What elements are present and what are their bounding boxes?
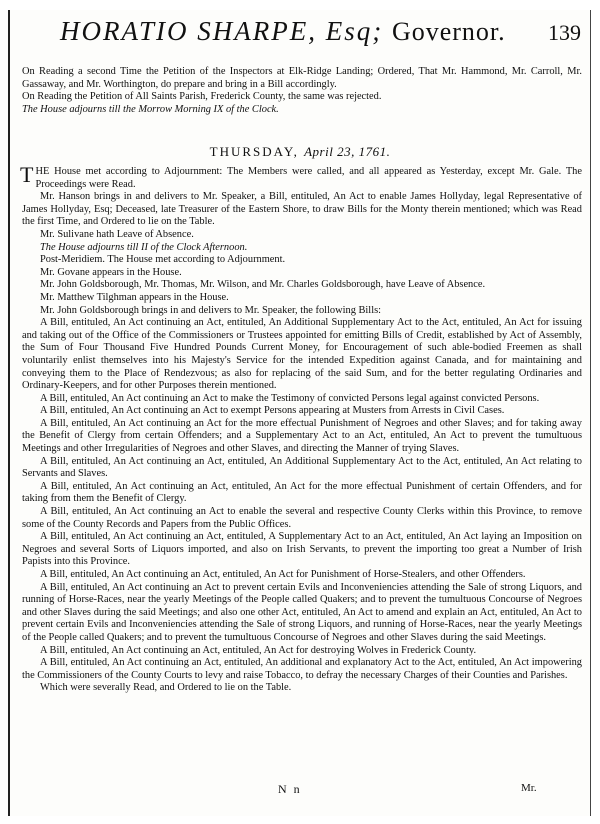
bill-entry: A Bill, entituled, An Act continuing an Act, entituled, An Additional Supplementary Act to the Act, entituled, An Act relating to Servants and Slaves.: [22, 455, 582, 480]
closing-paragraph: Which were severally Read, and Ordered to lie on the Table.: [40, 682, 292, 694]
paragraph: Mr. John Goldsborough brings in and delivers to Mr. Speaker, the following Bills:: [40, 304, 382, 316]
paragraph: Mr. Hanson brings in and delivers to Mr. Speaker, a Bill, entituled, An Act to enable James Hollyday, legal Representative of James Hollyday, Esq; Deceased, late Treasurer of the Eastern Shore, to draw Bills for the Monty therein mentioned; which was Read the first Time, and Ordered to lie on the Table.: [22, 191, 582, 228]
bill-entry: A Bill, entituled, An Act continuing an Act to make the Testimony of convicted Persons legal against convicted Persons.: [40, 392, 540, 404]
catchword: Mr.: [521, 782, 537, 794]
paragraph: Post-Meridiem. The House met according to Adjournment.: [40, 254, 286, 266]
running-title-office: Governor.: [391, 17, 506, 46]
date-heading: [0, 144, 600, 160]
bill-entry: A Bill, entituled, An Act continuing an Act to enable the several and respective County Clerks within this Province, to remove some of the County Records and Papers from the Public Offices.: [22, 506, 582, 530]
drop-cap: T: [20, 162, 34, 187]
opening-section: [22, 66, 582, 116]
bill-entry: A Bill, entituled, An Act continuing an Act, entituled, A Supplementary Act to an Act, entituled, An Act laying an Imposition on Negroes and several Sorts of Liquors imported, and also on Irish Servants, to prevent the importing too great a Number of Irish Papists into this Province.: [22, 531, 582, 568]
bill-entry: A Bill, entituled, An Act continuing an Act, entituled, An Act for the more effectual Punishment of certain Offenders, and for taking from them the Benefit of Clergy.: [22, 480, 582, 505]
running-title: HORATIO SHARPE, Esq;: [60, 16, 384, 46]
running-head: [60, 16, 580, 52]
opening-line: On Reading a second Time the Petition of the Inspectors at Elk-Ridge Landing; Ordered, That Mr. Hammond, Mr. Carroll, Mr. Gassaway, and Mr. Worthington, do prepare and bring in a Bill accordingly.: [22, 66, 582, 90]
opening-line: The House adjourns till the Morrow Morning IX of the Clock.: [22, 103, 279, 115]
paragraph: Mr. Matthew Tilghman appears in the House.: [40, 291, 229, 303]
date-day: THURSDAY,: [209, 144, 299, 159]
paragraph: Mr. John Goldsborough, Mr. Thomas, Mr. Wilson, and Mr. Charles Goldsborough, have Leave of Absence.: [40, 279, 486, 291]
bill-entry: A Bill, entituled, An Act continuing an Act, entituled, An Act for Punishment of Horse-Stealers, and other Offenders.: [40, 569, 526, 580]
bill-entry: A Bill, entituled, An Act continuing an Act, entituled, An Additional Supplementary Act to the Act, entituled, An Act for issuing and taking out of the Office of the Commissioners or Trustees appointed for emitting Bills of Credit, established by Act of Assembly, the Sum of Four Thousand Five Hundred Pounds Current Money, for Encouragement of such able-bodied Freemen as shall voluntarily enlist themselves into his Majesty's Service for the intended Expedition against Canada, and for maintaining and conveying them to the Place of Rendezvous; as also for replacing of the said Sum, and for the better regulating Ordinaries and Ordinary-Keepers, and for other Purposes therein mentioned.: [22, 317, 582, 392]
paragraph: Mr. Govane appears in the House.: [40, 266, 182, 278]
signature-mark: N n: [278, 782, 302, 796]
bill-entry: A Bill, entituled, An Act continuing an Act, entituled, An Act for destroying Wolves in Frederick County.: [40, 644, 477, 656]
proceedings-body: [20, 162, 582, 695]
opening-line: On Reading the Petition of All Saints Parish, Frederick County, the same was rejected.: [22, 91, 382, 103]
date-text: April 23, 1761.: [304, 144, 391, 159]
bill-entry: A Bill, entituled, An Act continuing an Act to prevent certain Evils and Inconveniencies attending the Sale of strong Liquors, and running of Horse-Races, near the yearly Meetings of the People called Quakers; and to prevent the tumultuous Concourse of Negroes and other Slaves during the said Meetings; and also one other Act, entituled, An Act to amend and explain an Act, entituled, An Act to prevent certain Evils and Inconveniencies attending the Sale of strong Liquors, and running of Horse-Races, near the yearly Meetings of the People called Quakers; and to prevent the tumultuous Concourse of Negroes and other Slaves during the said Meetings.: [22, 581, 582, 643]
bill-entry: A Bill, entituled, An Act continuing an Act to exempt Persons appearing at Musters from Arrests in Civil Cases.: [40, 405, 505, 417]
paragraph: HE House met according to Adjournment: The Members were called, and all appeared as Yesterday, except Mr. Gale. The Proceedings were Read.: [35, 166, 582, 190]
paragraph: The House adjourns till II of the Clock Afternoon.: [40, 241, 248, 253]
paragraph: Mr. Sulivane hath Leave of Absence.: [40, 228, 194, 240]
bill-entry: A Bill, entituled, An Act continuing an Act for the more effectual Punishment of Negroes and other Slaves; and for taking away the Benefit of Clergy from certain Offenders; and a Supplementary Act to an Act, entituled, An Act to prevent the tumultuous Meetings and other Irregularities of Negroes and other Slaves, and directing the Manner of trying Slaves.: [22, 417, 582, 455]
bill-entry: A Bill, entituled, An Act continuing an Act, entituled, An additional and explanatory Act to the Act, entituled, An Act impowering the Commissioners of the County Courts to levy and raise Tobacco, to defray the necessary Charges of their Counties and Parishes.: [22, 657, 582, 681]
page-number: 139: [548, 20, 581, 45]
